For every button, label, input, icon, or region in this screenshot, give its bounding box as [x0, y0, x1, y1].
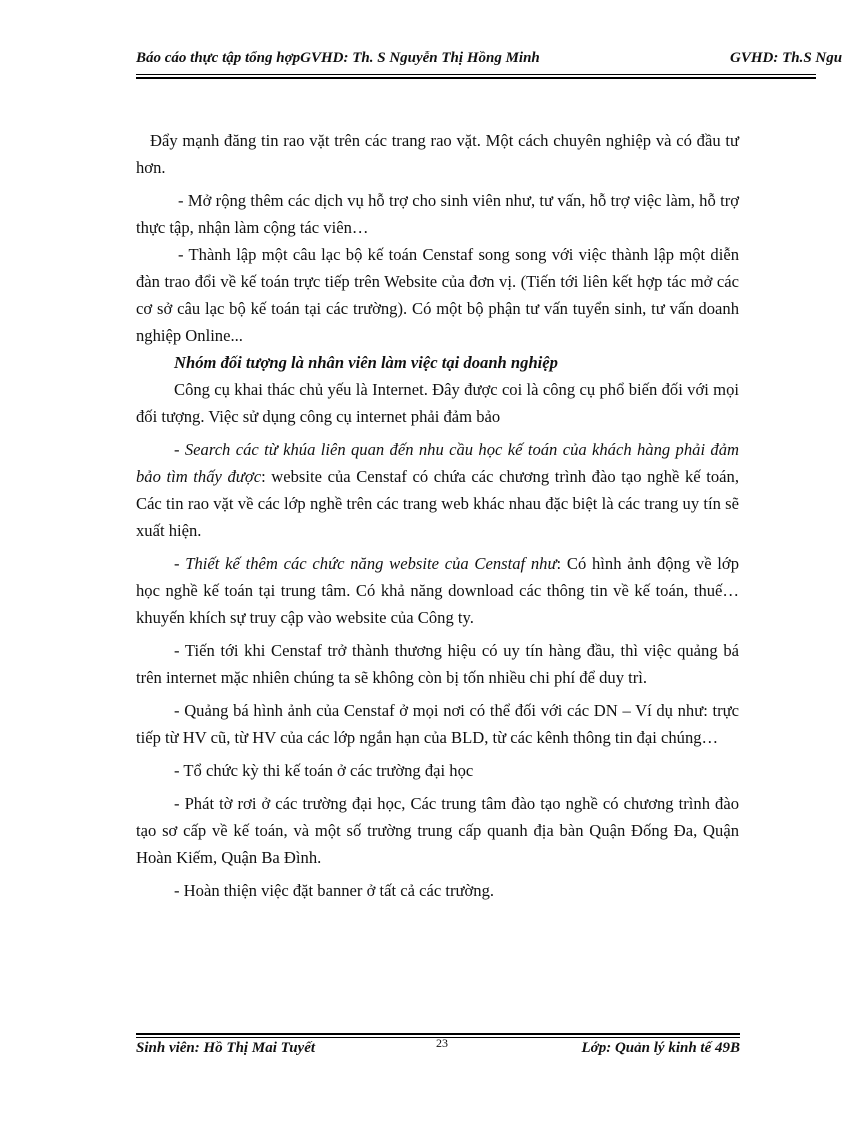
paragraph: Đẩy mạnh đăng tin rao vặt trên các trang rao vặt. Một cách chuyên nghiệp và có đầu tư hơn.	[136, 131, 739, 177]
paragraph-lead: -	[174, 554, 186, 573]
paragraph: Công cụ khai thác chủ yếu là Internet. Đây được coi là công cụ phổ biến đối với mọi đối tượng. Việc sử dụng công cụ internet phải đảm bảo	[136, 380, 739, 426]
footer-class: Lớp: Quản lý kinh tế 49B	[581, 1040, 740, 1056]
paragraph: - Tổ chức kỳ thi kế toán ở các trường đại học	[174, 761, 474, 780]
paragraph: - Thành lập một câu lạc bộ kế toán Censtaf song song với việc thành lập một diễn đàn trao đổi về kế toán trực tiếp trên Website của đơn vị. (Tiến tới liên kết hợp tác mở các cơ sở câu lạc bộ kế toán tại các trường). Có một bộ phận tư vấn tuyển sinh, tư vấn doanh nghiệp Online...	[136, 245, 739, 345]
italic-phrase: - Search các từ khúa liên quan đến nhu cầu học kế toán của khách hàng phải đảm bảo tìm thấy được	[136, 440, 739, 486]
header-left-text: Báo cáo thực tập tổng hợpGVHD: Th. S Nguyễn Thị Hồng Minh	[136, 50, 540, 66]
paragraph: - Quảng bá hình ảnh của Censtaf ở mọi nơi có thể đối với các DN – Ví dụ như: trực tiếp từ HV cũ, từ HV của các lớp ngắn hạn của BLD, từ các kênh thông tin đại chúng…	[136, 701, 739, 747]
footer-student: Sinh viên: Hồ Thị Mai Tuyết	[136, 1040, 316, 1056]
paragraph-rest: : Có hình ảnh động về lớp học nghề kế toán tại trung tâm. Có khả năng download các thông tin về kế toán, thuế…khuyến khích sự truy cập vào website của Công ty.	[136, 554, 739, 627]
paragraph: - Mở rộng thêm các dịch vụ hỗ trợ cho sinh viên như, tư vấn, hỗ trợ việc làm, hỗ trợ thực tập, nhận làm cộng tác viên…	[136, 191, 739, 237]
footer-rule-thick	[136, 1033, 740, 1035]
paragraph	[136, 436, 739, 544]
header-right-text: GVHD: Th.S Ngu	[730, 50, 842, 66]
header-rule	[136, 74, 816, 75]
document-body	[136, 127, 739, 904]
paragraph-rest: : website của Censtaf có chứa các chương trình đào tạo nghề kế toán, Các tin rao vặt về các lớp nghề trên các trang web khác nhau đặc biệt là các trang uy tín sẽ xuất hiện.	[136, 467, 739, 540]
page-header	[136, 50, 842, 67]
page-number: 23	[436, 1036, 448, 1050]
paragraph	[136, 550, 739, 631]
italic-phrase: Thiết kế thêm các chức năng website của Censtaf như	[185, 554, 557, 573]
paragraph: - Tiến tới khi Censtaf trở thành thương hiệu có uy tín hàng đầu, thì việc quảng bá trên internet mặc nhiên chúng ta sẽ không còn bị tốn nhiều chi phí để duy trì.	[136, 641, 739, 687]
paragraph: - Phát tờ rơi ở các trường đại học, Các trung tâm đào tạo nghề có chương trình đào tạo sơ cấp về kế toán, và một số trường trung cấp quanh địa bàn Quận Đống Đa, Quận Hoàn Kiếm, Quận Ba Đình.	[136, 794, 739, 867]
header-rule-thick	[136, 77, 816, 79]
paragraph: - Hoàn thiện việc đặt banner ở tất cả các trường.	[174, 881, 495, 900]
section-heading: Nhóm đối tượng là nhân viên làm việc tại doanh nghiệp	[174, 353, 558, 372]
